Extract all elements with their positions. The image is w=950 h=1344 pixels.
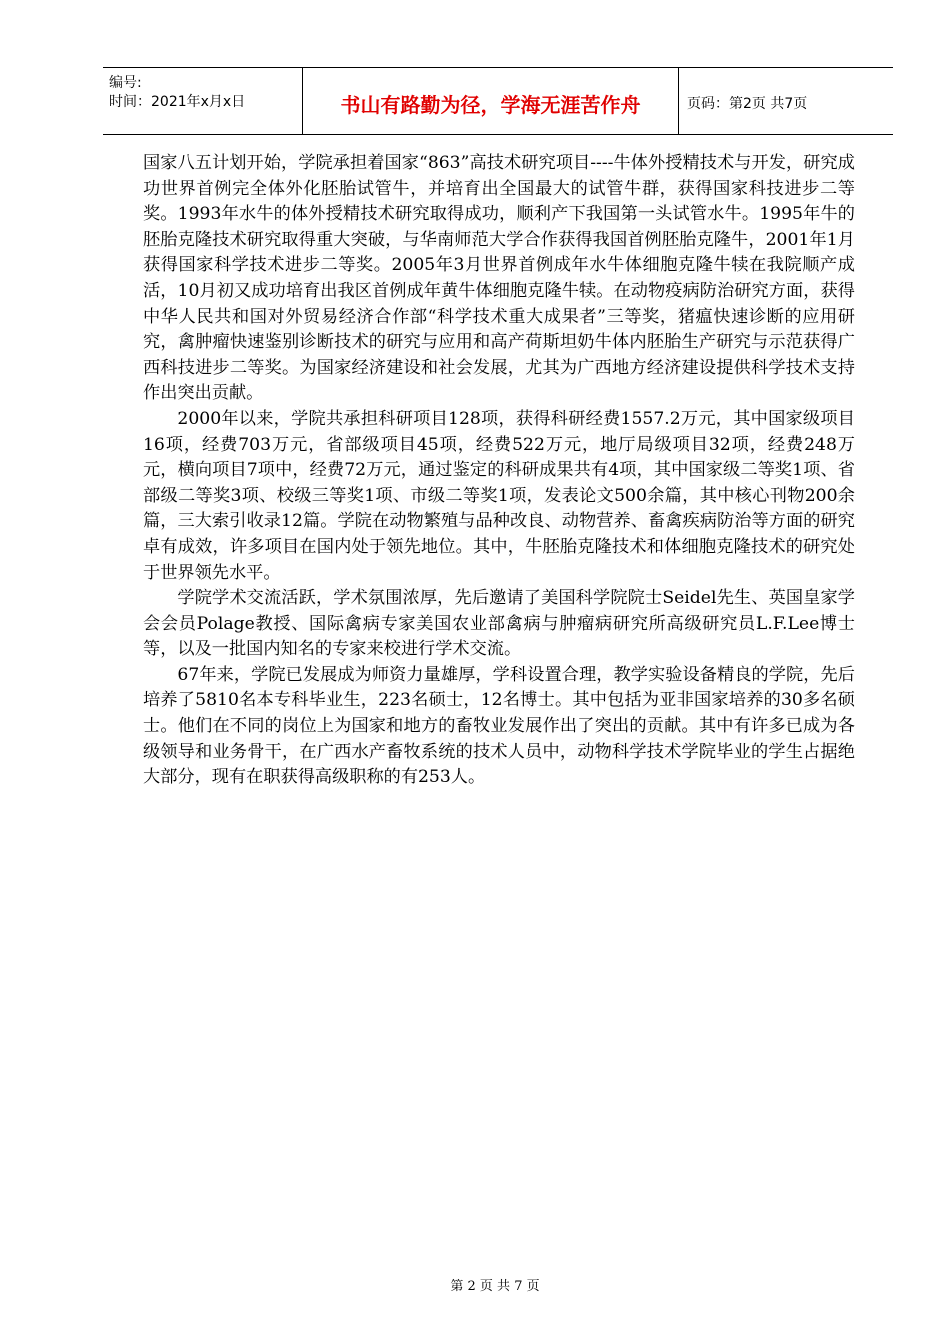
document-number-label: 编号:	[109, 75, 142, 91]
body-paragraph: 67年来，学院已发展成为师资力量雄厚，学科设置合理，教学实验设备精良的学院，先后培养了5810名本专科毕业生，223名硕士，12名博士。其中包括为亚非国家培养的30多名硕士。他们在不同的岗位上为国家和地方的畜牧业发展作出了突出的贡献。其中有许多已成为各级领导和业务骨干，在广西水产畜牧系统的技术人员中，动物科学技术学院毕业的学生占据绝大部分，现有在职获得高级职称的有253人。	[143, 664, 855, 788]
body-paragraph: 国家八五计划开始，学院承担着国家“863”高技术研究项目----牛体外授精技术与开发，研究成功世界首例完全体外化胚胎试管牛，并培育出全国最大的试管牛群，获得国家科技进步二等奖。1993年水牛的体外授精技术研究取得成功，顺利产下我国第一头试管水牛。1995年牛的胚胎克隆技术研究取得重大突破，与华南师范大学合作获得我国首例胚胎克隆牛，2001年1月获得国家科学技术进步二等奖。2005年3月世界首例成年水牛体细胞克隆牛犊在我院顺产成活，10月初又成功培育出我区首例成年黄牛体细胞克隆牛犊。在动物疫病防治研究方面，获得中华人民共和国对外贸易经济合作部“科学技术重大成果者”三等奖，猪瘟快速诊断的应用研究，禽肿瘤快速鉴别诊断技术的研究与应用和高产荷斯坦奶牛体内胚胎生产研究与示范获得广西科技进步二等奖。为国家经济建设和社会发展，尤其为广西地方经济建设提供科学技术支持作出突出贡献。	[143, 153, 855, 404]
body-paragraph: 2000年以来，学院共承担科研项目128项，获得科研经费1557.2万元，其中国家级项目16项，经费703万元，省部级项目45项，经费522万元，地厅局级项目32项，经费248万元，横向项目7项中，经费72万元，通过鉴定的科研成果共有4项，其中国家级二等奖1项、省部级二等奖3项、校级三等奖1项、市级二等奖1项，发表论文500余篇，其中核心刊物200余篇，三大索引收录12篇。学院在动物繁殖与品种改良、动物营养、畜禽疾病防治等方面的研究卓有成效，许多项目在国内处于领先地位。其中，牛胚胎克隆技术和体细胞克隆技术的研究处于世界领先水平。	[143, 408, 855, 583]
header-motto: 书山有路勤为径，学海无涯苦作舟	[303, 68, 679, 134]
page-header	[103, 67, 893, 135]
header-page-number: 页码：第2页 共7页	[687, 96, 808, 112]
document-time-label: 时间：2021年x月x日	[109, 94, 246, 110]
header-meta	[103, 68, 303, 134]
document-body	[143, 151, 855, 791]
body-paragraph: 学院学术交流活跃，学术氛围浓厚，先后邀请了美国科学院院士Seidel先生、英国皇家学会会员Polage教授、国际禽病专家美国农业部禽病与肿瘤病研究所高级研究员L.F.Lee博士等，以及一批国内知名的专家来校进行学术交流。	[143, 588, 855, 660]
page-footer: 第 2 页 共 7 页	[450, 1279, 540, 1294]
